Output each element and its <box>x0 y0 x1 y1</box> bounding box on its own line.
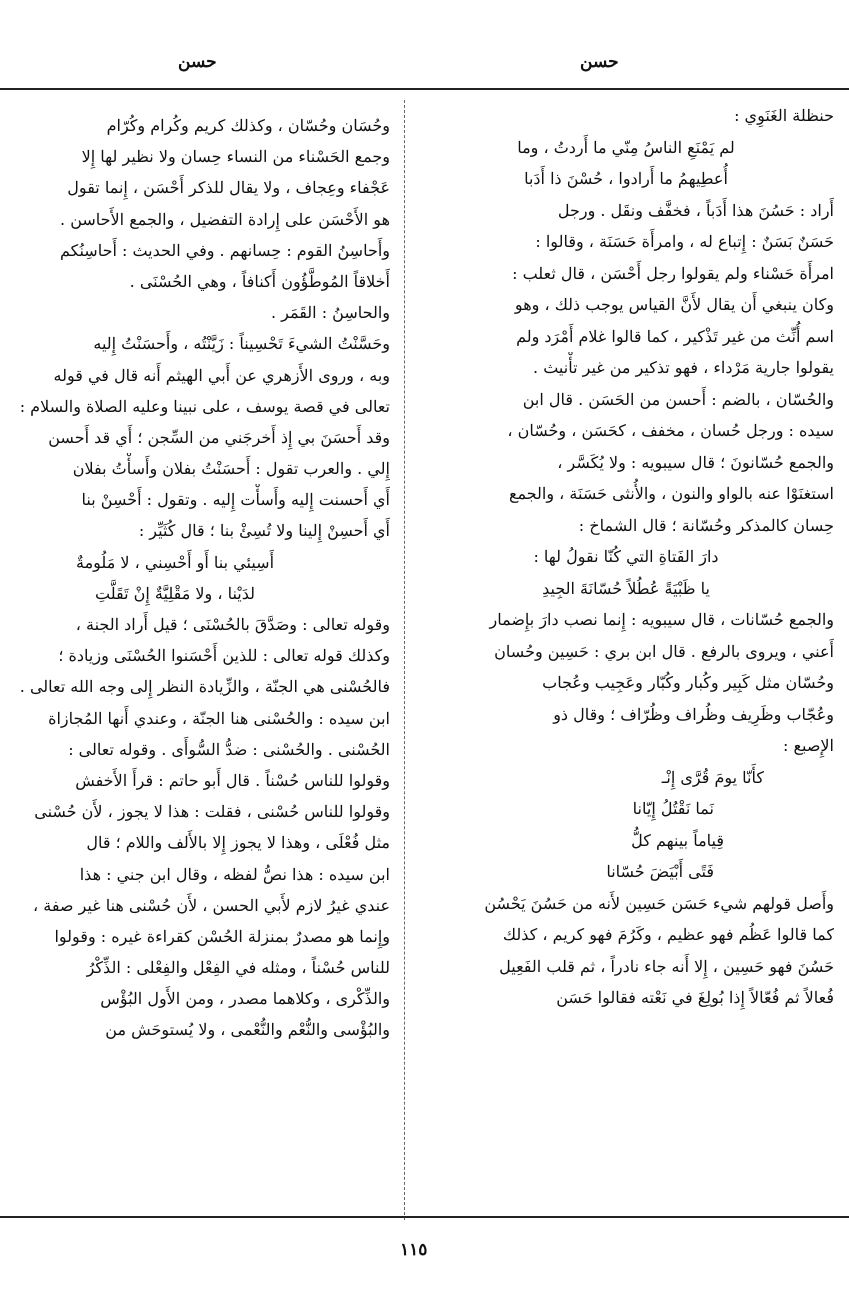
text-line: عندي غيرُ لازم لأَبي الحسن ، لأَن حُسْنى هنا غير صفة ، <box>33 895 390 915</box>
left-column <box>0 110 390 1046</box>
text-line: والبُؤْسى والنُّعْم والنُّعْمى ، ولا يُستوحَش من <box>105 1020 390 1040</box>
text-line: والجمع حُسّانات ، قال سيبويه : إِنما نصب دارَ بإِضمار <box>489 610 834 629</box>
text-line: استغنَوْا عنه بالواو والنون ، والأُنثى حَسَنَة ، والجمع <box>508 484 834 503</box>
text-line: الحُسْنى . والحُسْنى : ضدُّ السُّوأَى . وقوله تعالى : <box>68 739 390 759</box>
text-line: وبه ، وروى الأَزهري عن أَبي الهيثم أَنه قال في قوله <box>53 365 390 385</box>
verse-couplet <box>418 856 834 888</box>
text-line: وحَسَّنْتُ الشيءَ تَحْسِيناً : زَيَّنْتُه ، وأَحسَنْتُ إِليه <box>93 334 390 354</box>
text-line: والذِّكْرى ، وكلاهما مصدر ، ومن الأَول البُؤْس <box>100 989 390 1009</box>
text-line: وحُسَان وحُسّان ، وكذلك كريم وكُرام وكُرّام <box>106 116 390 135</box>
text-line: الإِصبع : <box>783 736 834 755</box>
text-line: والجمع حُسّانونَ ؛ قال سيبويه : ولا يُكَسَّر ، <box>557 452 834 472</box>
text-line: سيده : ورجل حُسان ، مخفف ، كحَسَن ، وحُسّان ، <box>507 421 834 440</box>
header-rule <box>0 88 849 90</box>
text-line: فُعالاً ثم فُعّالاً إِذا بُولِغَ في نَعْته فقالوا حَسَن <box>556 988 834 1007</box>
verse-couplet <box>418 825 834 857</box>
text-line: أَراد : حَسُنَ هذا أَدَباً ، فخفَّف ونقَل . ورجل <box>557 200 834 220</box>
text-line: فالحُسْنى هي الجنّة ، والزِّيادة النظر إِلى وجه الله تعالى . <box>19 677 390 697</box>
text-line: أَي أَحسنت إِليه وأَسأْت إِليه . وتقول : أَحْسِنْ بنا <box>81 490 390 510</box>
text-line: أَخلاقاً المُوطَّؤُون أَكنافاً ، وهي الحُسْنَى . <box>129 271 390 291</box>
page-number: ١١٥ <box>400 1240 428 1260</box>
verse-hemistich: فَتًى أَبْيَضَ حُسّانا <box>606 862 714 881</box>
text-line: حَسَنٌ بَسَنٌ : إِتباع له ، وامرأَة حَسَنَة ، وقالوا : <box>535 232 834 251</box>
text-line: امرأَة حَسْناء ولم يقولوا رجل أَحْسَن ، قال ثعلب : <box>512 263 834 283</box>
text-line: مثل فُعْلَى ، وهذا لا يجوز إِلا بالأَلف واللام ؛ قال <box>86 833 390 853</box>
text-line: حِسان كالمذكر وحُسّانة ؛ قال الشماخ : <box>578 515 834 535</box>
text-line: وعُجّاب وظَرِيف وظُراف وظُرّاف ؛ وقال ذو <box>553 704 834 724</box>
text-line: وحُسّان مثل كَبِير وكُبار وكُبّار وعَجِيب وعُجاب <box>542 673 834 692</box>
text-line: حنظلة الغَنَوِي : <box>734 106 834 125</box>
verse-hemistich: نَما نَقْتُلُ إِيّانا <box>632 799 714 818</box>
text-line: وجمع الحَسْناء من النساء حِسان ولا نظير لها إِلا <box>81 147 390 167</box>
verse-line: لدَيْنا ، ولا مَقْلِيَّةٌ إِنْ تَقَلَّتِ <box>95 583 255 603</box>
footer-rule <box>0 1216 849 1218</box>
text-line: وقولوا للناس حُسْناً . قال أَبو حاتم : قرأَ الأَخفش <box>75 770 390 790</box>
verse-line: يا ظَبْيَةً عُطُلاً حُسّانَةَ الجِيدِ <box>542 578 710 598</box>
verse-line: لم يَمْنَعِ الناسُ مِنّي ما أَردتُ ، وما <box>517 137 735 157</box>
verse-hemistich: قِياماً بينهم كلُّ <box>631 830 724 850</box>
text-line: والحاسِنُ : القَمَر . <box>270 303 390 323</box>
verse-couplet <box>418 762 834 794</box>
verse-line: أُعطِيهمُ ما أَرادوا ، حُسْنَ ذا أَدَبا <box>524 169 728 188</box>
text-line: أَعني ، ويروى بالرفع . قال ابن بري : حَسِين وحُسان <box>494 641 834 661</box>
text-line: والحُسّان ، بالضم : أَحسن من الحَسَن . قال ابن <box>522 389 834 409</box>
text-line: عَجْفاء وعِجاف ، ولا يقال للذكر أَحْسَن ، إِنما تقول <box>67 178 390 198</box>
text-line: وقوله تعالى : وصَدَّقَ بالحُسْنَى ؛ قيل أَراد الجنة ، <box>75 615 390 634</box>
running-header-right: حسن <box>580 52 619 72</box>
text-line: تعالى في قصة يوسف ، على نبينا وعليه الصلاة والسلام : <box>19 396 390 416</box>
text-line: وأَصل قولهم شيء حَسَن حَسِين لأَنه من حَسُنَ يَحْسُن <box>484 893 834 913</box>
verse-line: أَسِيئي بنا أَو أَحْسِني ، لا مَلُومةٌ <box>75 552 275 572</box>
verse-couplet <box>418 793 834 825</box>
text-line: للناس حُسْناً ، ومثله في الفِعْل والفِعْلى : الذِّكْرُ <box>86 958 390 978</box>
text-line: ابن سيده : هذا نصُّ لفظه ، وقال ابن جني : هذا <box>79 864 390 884</box>
text-line: ابن سيده : والحُسْنى هنا الجنّة ، وعندي أَنها المُجازاة <box>48 708 390 728</box>
text-line: حَسُنَ فهو حَسِين ، إِلا أَنه جاء نادراً ، ثم قلب الفَعِيل <box>499 956 834 976</box>
column-divider <box>404 100 405 1220</box>
text-line: وكذلك قوله تعالى : للذين أَحْسَنوا الحُسْنَى وزيادة ؛ <box>58 646 390 666</box>
text-line: أَي أَحسِنْ إِلينا ولا تُسِئْ بنا ؛ قال كُثَيِّر : <box>138 521 390 541</box>
text-line: اسم أُنِّث من غير تَذْكير ، كما قالوا غلام أَمْرَد ولم <box>516 326 834 346</box>
text-line: وقولوا للناس حُسْنى ، فقلت : هذا لا يجوز ، لأَن حُسْنى <box>34 802 390 822</box>
running-header-left: حسن <box>178 52 217 72</box>
text-line: إِلي . والعرب تقول : أَحسَنْتُ بفلان وأَسأْتُ بفلان <box>72 459 390 479</box>
verse-hemistich: كأَنّا يومَ قُرَّى إِنْـ <box>661 767 764 787</box>
verse-line: دارَ الفَتاةِ التي كُنّا نقولُ لها : <box>533 547 719 566</box>
text-line: وأَحاسِنُ القوم : حِسانهم . وفي الحديث : أَحاسِنُكم <box>59 240 390 260</box>
text-line: يقولوا جارية مَرْداء ، فهو تذكير من غير تأْنيث . <box>533 358 834 377</box>
text-line: هو الأَحْسَن على إِرادة التفضيل ، والجمع الأَحاسن . <box>60 209 390 229</box>
right-column <box>418 100 834 1014</box>
text-line: وكان ينبغي أَن يقال لأَنَّ القياس يوجب ذلك ، وهو <box>514 295 834 314</box>
text-line: كما قالوا عَظُم فهو عظيم ، وكَرُمَ فهو كريم ، كذلك <box>502 925 834 944</box>
text-line: وقد أَحسَنَ بي إِذ أَخرجَني من السِّجن ؛ أَي قد أَحسن <box>48 427 390 447</box>
text-line: وإِنما هو مصدرٌ بمنزلة الحُسْن كقراءة غيره : وقولوا <box>54 926 390 946</box>
